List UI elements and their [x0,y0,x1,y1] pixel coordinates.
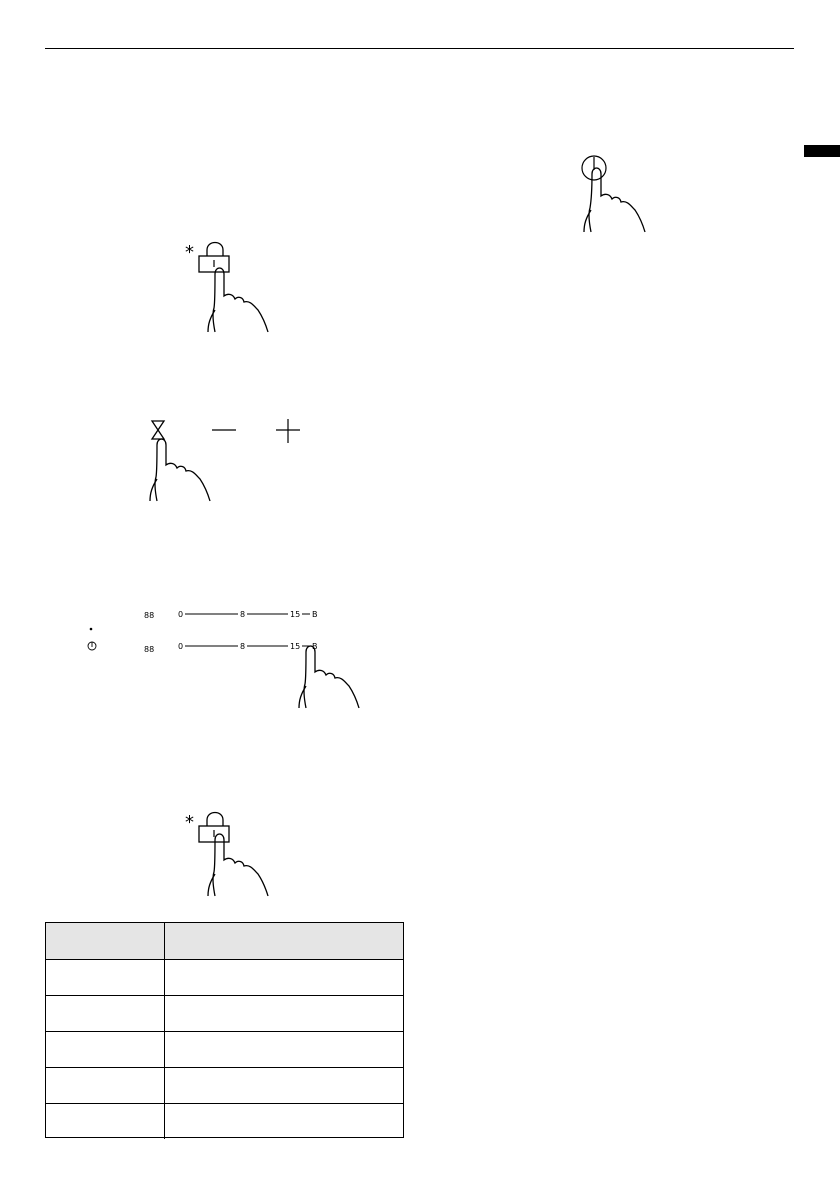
lock-touch-figure-top [183,238,278,338]
table-cell [165,1032,403,1067]
table-row [46,995,403,1031]
timer-icon [152,421,164,439]
settings-table [45,922,404,1138]
pointing-hand-icon [213,834,268,896]
power-touch-figure [575,152,655,236]
power-icon [582,156,606,180]
table-cell [46,1068,165,1103]
slider-row-1 [178,610,318,619]
table-cell [165,996,403,1031]
slider-label: 15 [290,642,301,651]
slider-label: 0 [178,610,184,619]
asterisk-mark: * [185,812,194,833]
table-cell [165,1104,403,1139]
power-small-icon [88,642,96,650]
table-cell [165,960,403,995]
table-cell [46,960,165,995]
header-rule [45,48,794,49]
language-side-tab [804,145,840,157]
asterisk-mark: * [185,242,194,263]
lock-icon [199,243,229,273]
table-row [46,1067,403,1103]
slider-label: 15 [290,610,301,619]
display-digits: 88 [144,611,155,620]
slider-label: 8 [240,610,246,619]
table-row [46,1103,403,1139]
table-cell [46,1032,165,1067]
slider-row-2 [178,642,318,651]
table-header-cell [165,923,403,959]
slider-label: B [312,610,318,619]
segment-display-row-1 [144,611,154,620]
plus-icon [276,419,300,443]
pointing-hand-icon [213,268,268,332]
slider-touch-figure [85,604,375,714]
slider-label: 8 [240,642,246,651]
pointing-hand-icon [155,439,210,501]
table-row [46,1031,403,1067]
table-cell [46,996,165,1031]
segment-display-row-2 [144,645,154,654]
slider-label: 0 [178,642,184,651]
table-header-row [46,923,403,959]
display-digits: 88 [144,645,155,654]
pointing-hand-icon [589,168,645,232]
indicator-dot [90,628,93,631]
table-row [46,959,403,995]
table-header-cell [46,923,165,959]
slider-label: B [312,642,318,651]
table-cell [46,1104,165,1139]
lock-icon [199,813,229,843]
pointing-hand-icon [304,646,359,708]
timer-touch-figure [140,415,310,507]
lock-touch-figure-bottom [183,808,278,908]
table-cell [165,1068,403,1103]
